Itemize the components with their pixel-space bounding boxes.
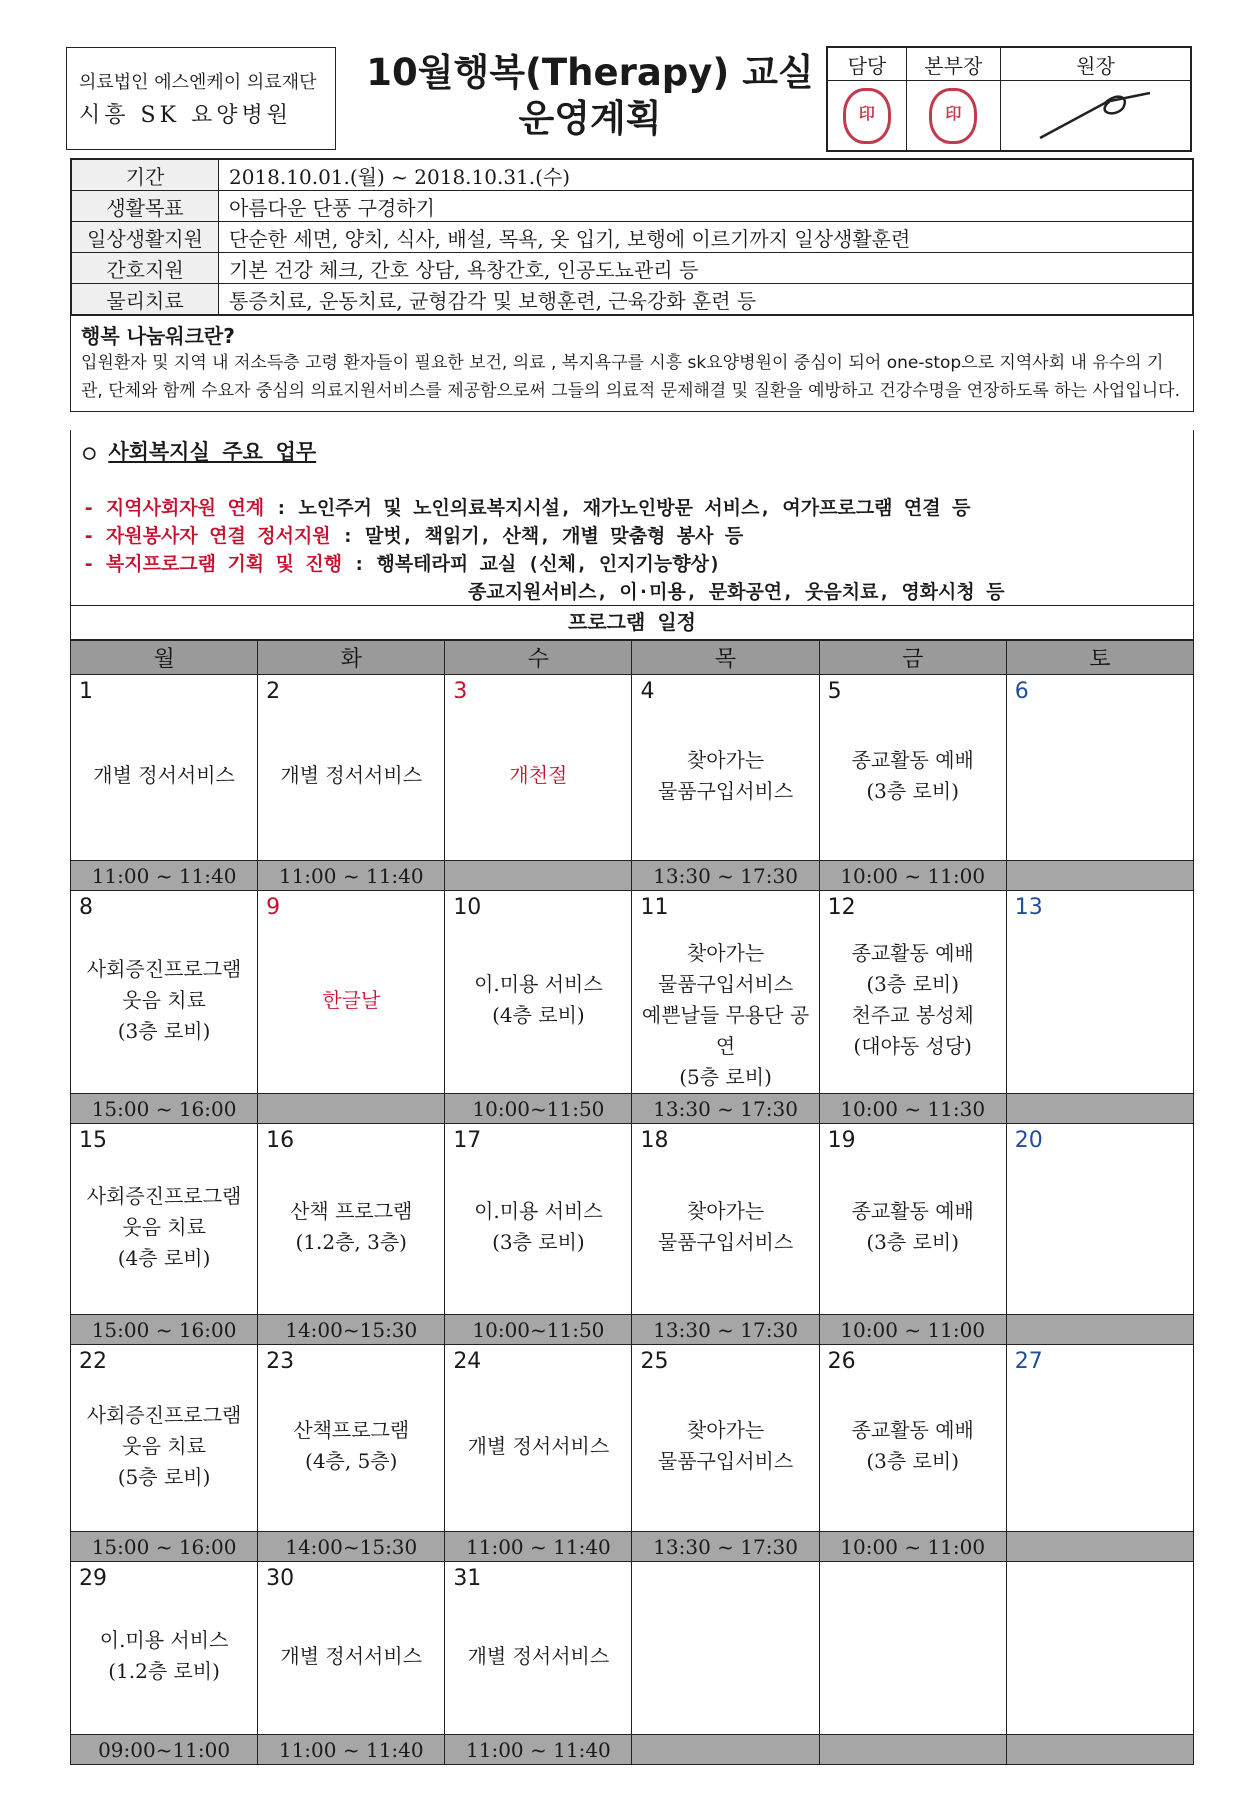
calendar-day-cell <box>632 675 819 861</box>
weekday-header-row <box>71 641 1194 675</box>
calendar-day-cell <box>819 1345 1006 1532</box>
day-number: 3 <box>453 679 468 704</box>
calendar-day-cell <box>258 891 445 1094</box>
schedule-title: 프로그램 일정 <box>70 606 1194 640</box>
calendar-day-cell <box>258 1345 445 1532</box>
approval-head-label: 원장 <box>1000 48 1190 81</box>
info-label: 기간 <box>72 160 219 191</box>
time-slot: 14:00~15:30 <box>258 1532 445 1562</box>
info-value: 통증치료, 운동치료, 균형감각 및 보행훈련, 근육강화 훈련 등 <box>219 284 1193 315</box>
time-slot: 11:00 ~ 11:40 <box>71 861 258 891</box>
time-slot <box>1006 1094 1193 1124</box>
about-title: 행복 나눔워크란? <box>81 324 235 348</box>
day-number: 20 <box>1014 1128 1043 1153</box>
calendar-week-row <box>71 1124 1194 1315</box>
circle-bullet-icon: ○ <box>83 440 96 464</box>
calendar-week-row <box>71 891 1194 1094</box>
approval-box <box>826 46 1192 152</box>
day-number: 6 <box>1014 679 1029 704</box>
director-seal-stamp: 印 <box>929 88 977 144</box>
day-number: 18 <box>640 1128 669 1153</box>
time-slot: 11:00 ~ 11:40 <box>445 1532 632 1562</box>
about-body: 입원환자 및 지역 내 저소득층 고령 환자들이 필요한 보건, 의료 , 복지욕구를 시흥 sk요양병원이 중심이 되어 one-stop으로 지역사회 내 유수의 기관, 단체와 함께 수요자 중심의 의료지원서비스를 제공함으로써 그들의 의료적 문제해결 및 질환을 예방하고 건강수명을 연장하도록 하는 사업입니다. <box>81 353 1181 401</box>
day-number: 17 <box>453 1128 482 1153</box>
day-program: 찾아가는 물품구입서비스 예쁜날들 무용단 공연 (5층 로비) <box>641 941 810 1089</box>
time-slot: 11:00 ~ 11:40 <box>258 861 445 891</box>
info-table <box>70 158 1194 316</box>
calendar-day-cell <box>1006 891 1193 1094</box>
day-number <box>1007 1562 1193 1570</box>
day-number: 1 <box>79 679 93 704</box>
calendar-day-cell <box>632 891 819 1094</box>
day-program: 한글날 <box>322 987 381 1012</box>
info-row-goal <box>72 191 1193 222</box>
info-label: 간호지원 <box>72 253 219 284</box>
day-number: 30 <box>266 1566 295 1591</box>
day-program: 종교활동 예배 (3층 로비) <box>851 747 974 803</box>
day-number: 11 <box>640 895 669 920</box>
calendar-day-cell <box>258 675 445 861</box>
calendar-day-cell <box>819 1124 1006 1315</box>
day-number: 29 <box>79 1566 107 1591</box>
weekday-header: 월 <box>71 641 258 675</box>
welfare-item-continued: 종교지원서비스, 이·미용, 문화공연, 웃음치료, 영화시청 등 <box>468 581 1005 603</box>
day-program: 개별 정서서비스 <box>467 1643 610 1668</box>
day-number: 26 <box>827 1349 856 1374</box>
time-slot <box>258 1094 445 1124</box>
time-slot <box>1006 1735 1193 1765</box>
calendar-day-cell <box>632 1345 819 1532</box>
day-program: 이.미용 서비스 (1.2층 로비) <box>99 1628 229 1683</box>
calendar-week-row <box>71 675 1194 861</box>
weekday-header: 목 <box>632 641 819 675</box>
day-program: 개별 정서서비스 <box>280 1643 423 1668</box>
calendar-time-row <box>71 1532 1194 1562</box>
time-slot: 10:00~11:50 <box>445 1094 632 1124</box>
info-value: 기본 건강 체크, 간호 상담, 욕창간호, 인공도뇨관리 등 <box>219 253 1193 284</box>
time-slot <box>1006 861 1193 891</box>
calendar-time-row <box>71 1315 1194 1345</box>
welfare-item: - 지역사회자원 연계 : 노인주거 및 노인의료복지시설, 재가노인방문 서비스, 여가프로그램 연결 등 <box>83 497 971 519</box>
time-slot: 10:00 ~ 11:00 <box>819 861 1006 891</box>
day-number: 25 <box>640 1349 669 1374</box>
calendar <box>70 640 1194 1765</box>
time-slot: 13:30 ~ 17:30 <box>632 1532 819 1562</box>
calendar-day-cell <box>1006 1562 1193 1735</box>
day-program: 종교활동 예배 (3층 로비) 천주교 봉성체 (대야동 성당) <box>851 941 974 1058</box>
day-number: 2 <box>266 679 281 704</box>
title-line-1: 10월행복(Therapy) 교실 <box>366 51 814 94</box>
welfare-section <box>70 430 1194 606</box>
day-program: 개별 정서서비스 <box>280 763 423 787</box>
day-program: 이.미용 서비스 (3층 로비) <box>474 1199 603 1254</box>
day-program: 종교활동 예배 (3층 로비) <box>851 1199 974 1254</box>
time-slot: 13:30 ~ 17:30 <box>632 1315 819 1345</box>
welfare-item: - 복지프로그램 기획 및 진행 : 행복테라피 교실 (신체, 인지기능향상) <box>83 553 721 575</box>
calendar-day-cell <box>445 1124 632 1315</box>
title-line-2: 운영계획 <box>518 97 662 140</box>
info-value: 아름다운 단풍 구경하기 <box>219 191 1193 222</box>
calendar-day-cell <box>819 891 1006 1094</box>
welfare-item: - 자원봉사자 연결 정서지원 : 말벗, 책읽기, 산책, 개별 맞춤형 봉사 등 <box>83 525 744 547</box>
day-number <box>632 1562 818 1570</box>
day-number: 4 <box>640 679 655 704</box>
day-program: 사회증진프로그램 웃음 치료 (5층 로비) <box>86 1402 242 1489</box>
calendar-day-cell <box>445 1345 632 1532</box>
day-number: 12 <box>827 895 856 920</box>
day-program: 산책 프로그램 (1.2층, 3층) <box>290 1199 413 1254</box>
time-slot <box>445 861 632 891</box>
info-label: 물리치료 <box>72 284 219 315</box>
day-number: 24 <box>453 1349 482 1374</box>
calendar-day-cell <box>632 1562 819 1735</box>
organization-name: 의료법인 에스엔케이 의료재단 <box>79 72 317 93</box>
day-program: 사회증진프로그램 웃음 치료 (3층 로비) <box>86 956 242 1043</box>
calendar-day-cell <box>71 1345 258 1532</box>
approval-director-label: 본부장 <box>906 48 1000 81</box>
time-slot: 15:00 ~ 16:00 <box>71 1094 258 1124</box>
info-value: 2018.10.01.(월) ~ 2018.10.31.(수) <box>219 160 1193 191</box>
calendar-time-row <box>71 1094 1194 1124</box>
time-slot <box>819 1735 1006 1765</box>
info-label: 일상생활지원 <box>72 222 219 253</box>
day-number: 13 <box>1014 895 1043 920</box>
weekday-header: 토 <box>1006 641 1193 675</box>
hospital-name: 시흥 SK 요양병원 <box>79 103 293 128</box>
day-program: 찾아가는 물품구입서비스 <box>657 1418 794 1473</box>
info-row-physical-therapy <box>72 284 1193 315</box>
day-program: 찾아가는 물품구입서비스 <box>657 747 794 803</box>
weekday-header: 화 <box>258 641 445 675</box>
calendar-day-cell <box>71 675 258 861</box>
calendar-day-cell <box>632 1124 819 1315</box>
info-label: 생활목표 <box>72 191 219 222</box>
time-slot: 10:00~11:50 <box>445 1315 632 1345</box>
staff-seal-stamp: 印 <box>843 88 891 144</box>
day-number: 22 <box>79 1349 107 1374</box>
day-number: 23 <box>266 1349 295 1374</box>
day-number <box>820 1562 1006 1570</box>
calendar-day-cell <box>445 1562 632 1735</box>
time-slot: 13:30 ~ 17:30 <box>632 861 819 891</box>
calendar-day-cell <box>258 1562 445 1735</box>
time-slot: 10:00 ~ 11:30 <box>819 1094 1006 1124</box>
day-program: 사회증진프로그램 웃음 치료 (4층 로비) <box>86 1183 242 1270</box>
time-slot: 11:00 ~ 11:40 <box>445 1735 632 1765</box>
organization-box <box>66 47 336 150</box>
day-program: 개별 정서서비스 <box>93 763 235 787</box>
calendar-day-cell <box>71 1562 258 1735</box>
approval-staff-label: 담당 <box>828 48 907 81</box>
day-number: 16 <box>266 1128 295 1153</box>
calendar-day-cell <box>819 1562 1006 1735</box>
time-slot <box>632 1735 819 1765</box>
time-slot: 10:00 ~ 11:00 <box>819 1532 1006 1562</box>
weekday-header: 수 <box>445 641 632 675</box>
time-slot: 15:00 ~ 16:00 <box>71 1532 258 1562</box>
calendar-time-row <box>71 861 1194 891</box>
time-slot <box>1006 1315 1193 1345</box>
document-title <box>360 50 820 142</box>
time-slot: 14:00~15:30 <box>258 1315 445 1345</box>
time-slot <box>1006 1532 1193 1562</box>
calendar-day-cell <box>71 1124 258 1315</box>
info-value: 단순한 세면, 양치, 식사, 배설, 목욕, 옷 입기, 보행에 이르기까지 일상생활훈련 <box>219 222 1193 253</box>
weekday-header: 금 <box>819 641 1006 675</box>
about-section <box>70 314 1194 412</box>
info-row-daily-support <box>72 222 1193 253</box>
calendar-day-cell <box>445 891 632 1094</box>
day-program: 이.미용 서비스 (4층 로비) <box>474 972 603 1027</box>
day-number: 5 <box>827 679 842 704</box>
day-program: 산책프로그램 (4층, 5층) <box>293 1418 410 1473</box>
calendar-week-row <box>71 1562 1194 1735</box>
calendar-week-row <box>71 1345 1194 1532</box>
info-row-nursing <box>72 253 1193 284</box>
calendar-day-cell <box>71 891 258 1094</box>
day-number: 10 <box>453 895 482 920</box>
time-slot: 10:00 ~ 11:00 <box>819 1315 1006 1345</box>
calendar-day-cell <box>1006 1124 1193 1315</box>
time-slot: 09:00~11:00 <box>71 1735 258 1765</box>
day-number: 19 <box>827 1128 856 1153</box>
calendar-day-cell <box>1006 1345 1193 1532</box>
signature-icon <box>1035 83 1155 143</box>
info-row-period <box>72 160 1193 191</box>
time-slot: 11:00 ~ 11:40 <box>258 1735 445 1765</box>
day-number: 15 <box>79 1128 107 1153</box>
calendar-day-cell <box>1006 675 1193 861</box>
calendar-time-row <box>71 1735 1194 1765</box>
time-slot: 15:00 ~ 16:00 <box>71 1315 258 1345</box>
calendar-day-cell <box>258 1124 445 1315</box>
day-program: 찾아가는 물품구입서비스 <box>657 1199 794 1254</box>
time-slot: 13:30 ~ 17:30 <box>632 1094 819 1124</box>
day-program: 개천절 <box>509 763 568 787</box>
day-program: 종교활동 예배 (3층 로비) <box>851 1418 974 1473</box>
day-number: 31 <box>453 1566 482 1591</box>
day-number: 8 <box>79 895 93 920</box>
day-program: 개별 정서서비스 <box>467 1433 610 1458</box>
calendar-day-cell <box>819 675 1006 861</box>
welfare-heading: ○ 사회복지실 주요 업무 <box>83 440 317 464</box>
calendar-day-cell <box>445 675 632 861</box>
day-number: 27 <box>1014 1349 1043 1374</box>
day-number: 9 <box>266 895 281 920</box>
